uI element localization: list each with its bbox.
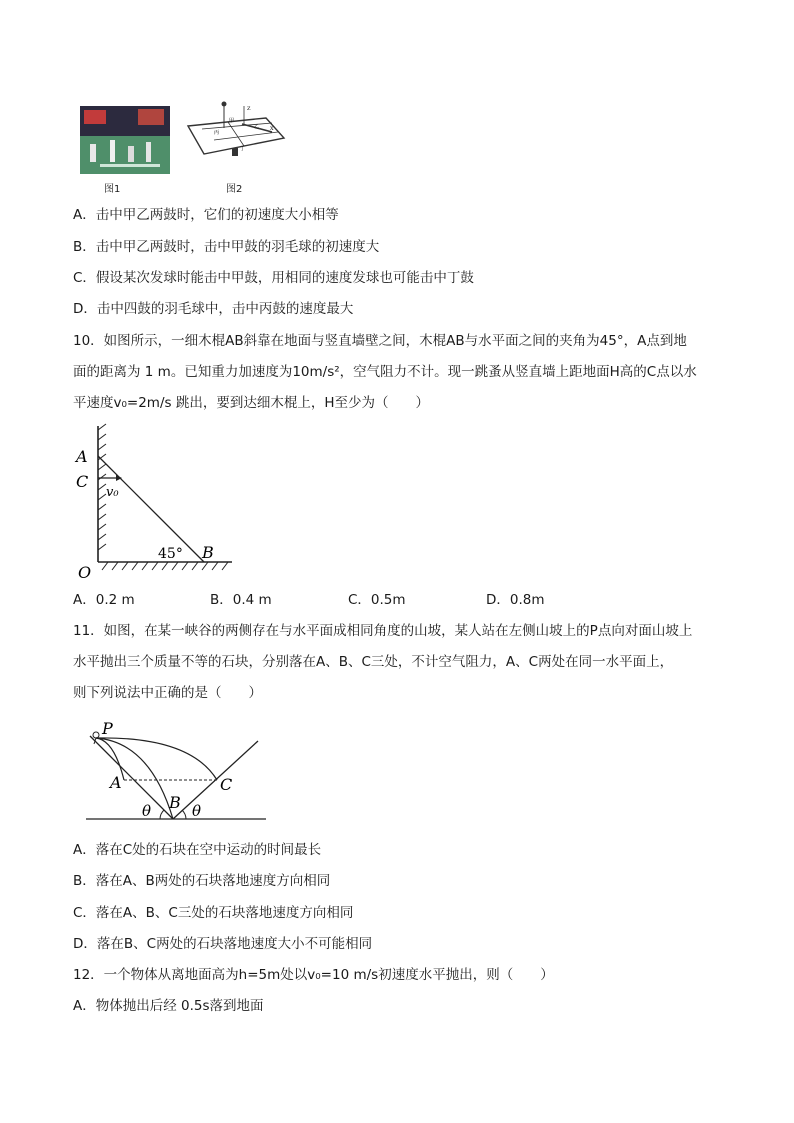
q10-stem-line-2: 面的距离为 1 m。已知重力加速度为10m/s²，空气阻力不计。现一跳蚤从竖直墙上距地面H高的C点以水 — [73, 364, 697, 380]
q12-option-a: A．物体抛出后经 0.5s落到地面 — [73, 998, 264, 1014]
q9-option-d: D．击中四鼓的羽毛球中，击中丙鼓的速度最大 — [73, 301, 354, 317]
q11-label-a: A — [110, 773, 122, 792]
q10-figure-stick-wall — [70, 420, 240, 580]
q11-stem-line-1: 11．如图，在某一峡谷的两侧存在与水平面成相同角度的山坡，某人站在左侧山坡上的P点向对面山坡上 — [73, 623, 693, 639]
q10-option-c: C．0.5m — [348, 592, 406, 608]
q11-stem-line-3: 则下列说法中正确的是（ ） — [73, 685, 262, 701]
q11-label-theta-right: θ — [192, 802, 202, 820]
q11-figure-valley — [80, 718, 270, 828]
q11-label-p: P — [102, 719, 113, 738]
q10-label-a: A — [76, 447, 88, 466]
q10-label-v0: v₀ — [106, 485, 119, 500]
q11-label-c: C — [220, 775, 233, 794]
fig2-label-ding: 丁 — [240, 146, 246, 152]
q10-option-d: D．0.8m — [486, 592, 545, 608]
figure-2-caption: 图2 — [226, 184, 243, 195]
fig2-label-z: Z — [247, 106, 251, 112]
q10-stem-line-3: 平速度v₀=2m/s 跳出，要到达细木棍上，H至少为（ ） — [73, 395, 429, 411]
q11-option-d: D．落在B、C两处的石块落地速度大小不可能相同 — [73, 936, 373, 952]
q10-label-o: O — [78, 563, 92, 580]
q11-option-b: B．落在A、B两处的石块落地速度方向相同 — [73, 873, 331, 889]
q11-stem-line-2: 水平抛出三个质量不等的石块，分别落在A、B、C三处，不计空气阻力，A、C两处在同一水平面上， — [73, 654, 674, 670]
q11-option-c: C．落在A、B、C三处的石块落地速度方向相同 — [73, 905, 354, 921]
q12-stem: 12．一个物体从离地面高为h=5m处以v₀=10 m/s初速度水平抛出，则（ ） — [73, 967, 554, 983]
q11-label-b: B — [169, 793, 181, 812]
fig2-label-bing: 丙 — [214, 130, 220, 136]
q10-label-c: C — [76, 472, 89, 491]
q11-option-a: A．落在C处的石块在空中运动的时间最长 — [73, 842, 322, 858]
fig2-label-jia: 甲 — [229, 118, 235, 124]
figure-1-photo — [80, 106, 170, 174]
q10-stem-line-1: 10．如图所示，一细木棍AB斜靠在地面与竖直墙壁之间，木棍AB与水平面之间的夹角为45°，A点到地 — [73, 333, 687, 349]
q10-label-angle: 45° — [158, 546, 183, 562]
fig2-label-x: X — [270, 126, 274, 132]
q10-option-a: A．0.2 m — [73, 592, 135, 608]
q10-label-b: B — [202, 543, 214, 562]
figure-1-caption: 图1 — [104, 184, 121, 195]
q9-option-c: C．假设某次发球时能击中甲鼓，用相同的速度发球也可能击中丁鼓 — [73, 270, 474, 286]
q9-option-b: B．击中甲乙两鼓时，击中甲鼓的羽毛球的初速度大 — [73, 239, 380, 255]
q11-label-theta-left: θ — [142, 802, 152, 820]
q10-option-b: B．0.4 m — [210, 592, 272, 608]
q9-option-a: A．击中甲乙两鼓时，它们的初速度大小相等 — [73, 207, 339, 223]
figure-2-court-diagram — [184, 98, 294, 178]
fig2-label-yi: 乙 — [254, 124, 260, 130]
